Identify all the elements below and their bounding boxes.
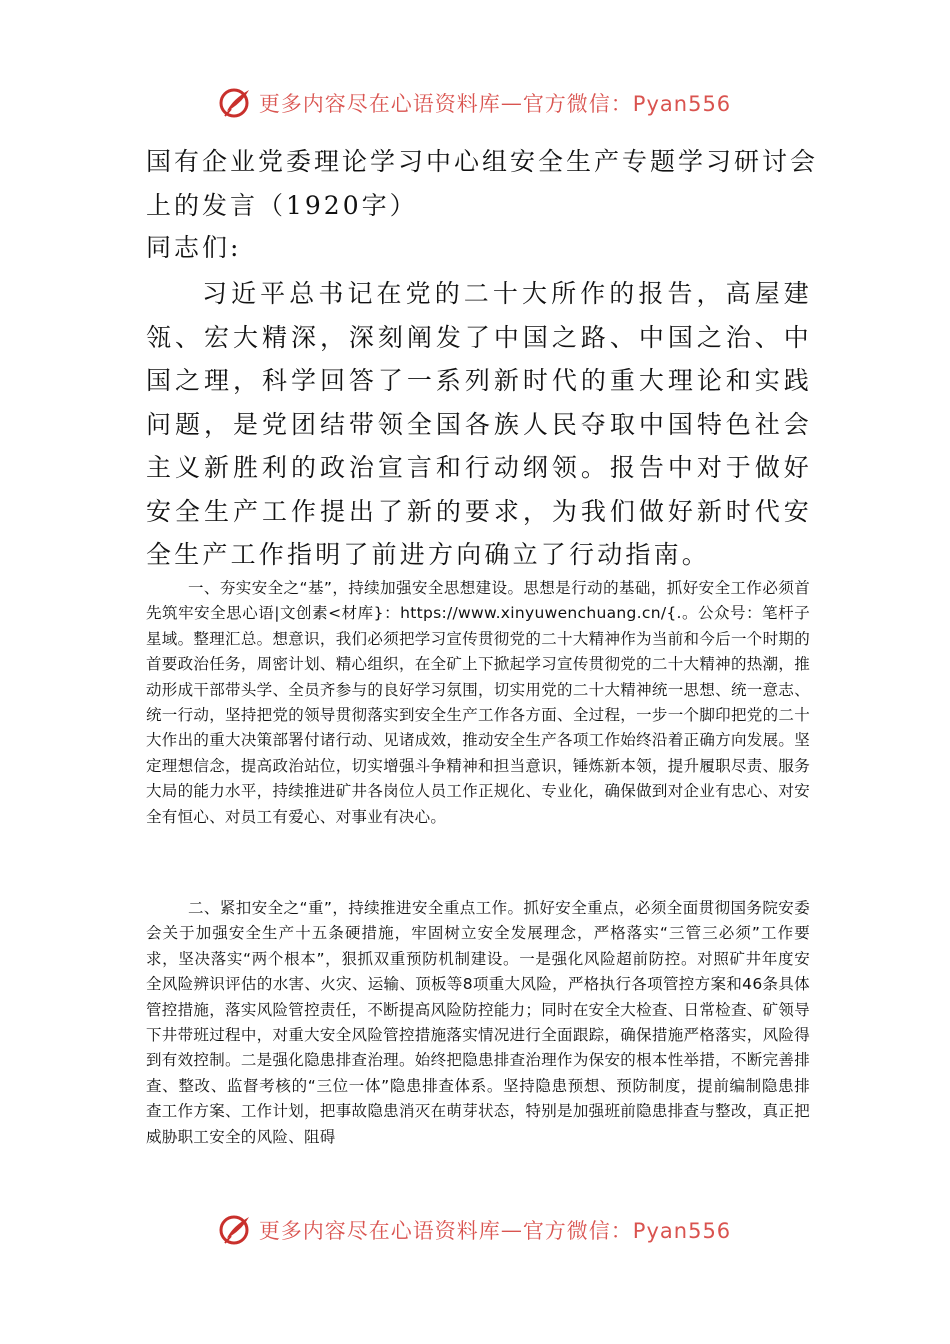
quill-logo-icon: [219, 1212, 255, 1248]
watermark-text: 更多内容尽在心语资料库: [258, 1219, 501, 1243]
salutation: 同志们:: [146, 233, 242, 262]
section-one-paragraph: 一、夯实安全之“基”，持续加强安全思想建设。思想是行动的基础，抓好安全工作必须首先筑牢安全思心语|文创素<材库}：https://www.xinyuwenchuang.cn/{.。公众号：笔杆子星域。整理汇总。想意识，我们必须把学习宣传贯彻党的二十大精神作为当前和今后一个时期的首要政治任务，周密计划、精心组织，在全矿上下掀起学习宣传贯彻党的二十大精神的热潮，推动形成干部带头学、全员齐参与的良好学习氛围，切实用党的二十大精神统一思想、统一意志、统一行动，坚持把党的领导贯彻落实到安全生产工作各方面、全过程，一步一个脚印把党的二十大作出的重大决策部署付诸行动、见诸成效，推动安全生产各项工作始终沿着正确方向发展。坚定理想信念，提高政治站位，切实增强斗争精神和担当意识，锤炼新本领，提升履职尽责、服务大局的能力水平，持续推进矿井各岗位人员工作正规化、专业化，确保做到对企业有忠心、对安全有恒心、对员工有爱心、对事业有决心。: [146, 579, 810, 826]
watermark-wechat: 官方微信：Pyan556: [522, 1219, 732, 1243]
watermark-wechat: 官方微信：Pyan556: [522, 92, 732, 116]
watermark-separator: —: [500, 91, 523, 115]
intro-paragraph: 习近平总书记在党的二十大所作的报告，高屋建瓴、宏大精深，深刻阐发了中国之路、中国之治、中国之理，科学回答了一系列新时代的重大理论和实践问题，是党团结带领全国各族人民夺取中国特色社会主义新胜利的政治宣言和行动纲领。报告中对于做好安全生产工作提出了新的要求，为我们做好新时代安全生产工作指明了前进方向确立了行动指南。: [146, 279, 812, 569]
section-two-paragraph: 二、紧扣安全之“重”，持续推进安全重点工作。抓好安全重点，必须全面贯彻国务院安委会关于加强安全生产十五条硬措施，牢固树立安全发展理念，严格落实“三管三必须”工作要求，坚决落实“两个根本”，狠抓双重预防机制建设。一是强化风险超前防控。对照矿井年度安全风险辨识评估的水害、火灾、运输、顶板等8项重大风险，严格执行各项管控方案和46条具体管控措施，落实风险管控责任，不断提高风险防控能力；同时在安全大检查、日常检查、矿领导下井带班过程中，对重大安全风险管控措施落实情况进行全面跟踪，确保措施严格落实，风险得到有效控制。二是强化隐患排查治理。始终把隐患排查治理作为保安的根本性举措，不断完善排查、整改、监督考核的“三位一体”隐患排查体系。坚持隐患预想、预防制度，提前编制隐患排查工作方案、工作计划，把事故隐患消灭在萌芽状态，特别是加强班前隐患排查与整改，真正把威胁职工安全的风险、阻碍: [146, 899, 810, 1146]
watermark-banner-top: [0, 83, 950, 123]
document-title: 国有企业党委理论学习中心组安全生产专题学习研讨会上的发言（1920字）: [146, 147, 819, 220]
watermark-banner-bottom: [0, 1210, 950, 1250]
watermark-text: 更多内容尽在心语资料库: [258, 92, 501, 116]
quill-logo-icon: [219, 85, 255, 121]
watermark-separator: —: [500, 1218, 523, 1242]
